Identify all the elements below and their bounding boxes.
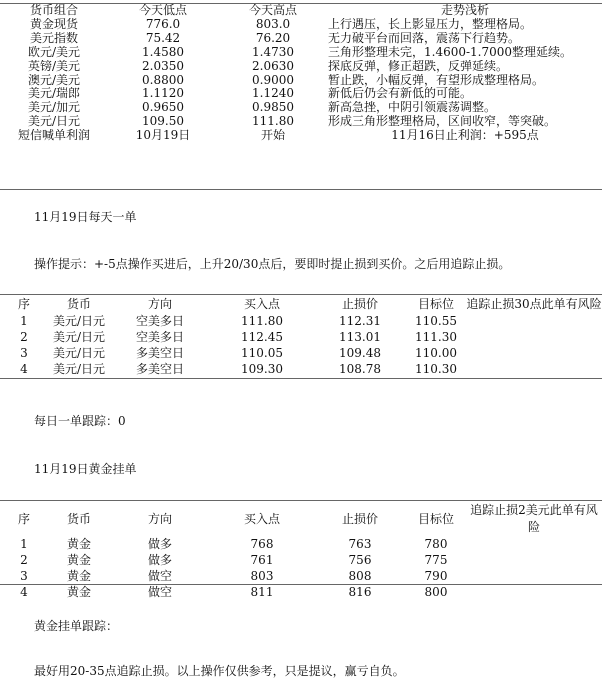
market-cell-analysis: 11月16日止利润：+595点: [391, 129, 539, 143]
market-cell-analysis: 三角形整理未完，1.4600-1.7000整理延续。: [328, 45, 573, 59]
gold-cell-entry: 803: [250, 569, 274, 583]
gold-cell-currency: 黄金: [66, 569, 91, 583]
market-cell-analysis: 新低后仍会有新低的可能。: [328, 87, 473, 101]
header-direction: 方向: [147, 511, 172, 526]
gold-cell-entry: 811: [250, 585, 274, 599]
market-cell-pair: 美元/瑞郎: [27, 87, 81, 101]
market-cell-low: 1.4580: [142, 45, 184, 59]
market-cell-high: 2.0630: [252, 59, 294, 73]
daily-risk-note: 追踪止损30点此单有风险: [466, 297, 602, 311]
gold-cell-entry: 768: [250, 537, 274, 551]
market-row: [0, 46, 602, 60]
market-cell-high: 803.0: [255, 17, 291, 31]
market-row: [0, 115, 602, 129]
header-currency: 货币: [66, 511, 91, 526]
gold-cell-stop: 808: [348, 569, 372, 583]
daily-title: 11月19日每天一单: [34, 210, 137, 224]
daily-cell-stop: 112.31: [339, 314, 381, 328]
daily-tip: 操作提示：+-5点操作买进后，上升20/30点后，要即时提止损到买价。之后用追踪止损。: [34, 257, 511, 271]
market-cell-analysis: 探底反弹，修正超跌，反弹延续。: [328, 59, 509, 73]
daily-cell-entry: 111.80: [241, 314, 283, 328]
market-cell-pair: 美元指数: [29, 31, 78, 45]
gold-cell-seq: 2: [20, 553, 28, 567]
gold-trade-row: [0, 568, 602, 584]
daily-cell-seq: 3: [20, 346, 28, 360]
gold-cell-currency: 黄金: [66, 537, 91, 551]
gold-title: 11月19日黄金挂单: [34, 462, 137, 476]
header-today-low: 今天低点: [138, 4, 187, 17]
daily-header-row: [0, 295, 602, 313]
daily-cell-seq: 1: [20, 314, 28, 328]
daily-cell-currency: 美元/日元: [52, 346, 106, 360]
daily-trade-row: [0, 345, 602, 361]
market-cell-high: 76.20: [255, 31, 291, 45]
market-cell-high: 开始: [260, 129, 285, 143]
market-cell-low: 10月19日: [135, 129, 191, 143]
gold-cell-target: 790: [424, 569, 448, 583]
daily-tracking: 每日一单跟踪：0: [34, 414, 126, 428]
gold-cell-direction: 做多: [147, 537, 172, 551]
market-cell-analysis: 形成三角形整理格局，区间收窄，等突破。: [328, 115, 557, 129]
daily-cell-direction: 多美空日: [135, 346, 184, 360]
daily-cell-target: 111.30: [415, 330, 457, 344]
market-cell-high: 1.1240: [252, 87, 294, 101]
market-cell-pair: 美元/加元: [27, 101, 81, 115]
market-row: [0, 129, 602, 143]
market-cell-low: 1.1120: [142, 87, 184, 101]
market-cell-high: 0.9850: [252, 101, 294, 115]
daily-cell-stop: 109.48: [339, 346, 381, 360]
header-direction: 方向: [147, 297, 172, 311]
daily-trade-table: [0, 295, 602, 377]
gold-cell-stop: 816: [348, 585, 372, 599]
gold-cell-direction: 做多: [147, 553, 172, 567]
header-seq: 序: [17, 297, 30, 311]
gold-header-row: [0, 501, 602, 536]
disclaimer: 最好用20-35点追踪止损。以上操作仅供参考，只是提议，赢亏自负。: [34, 664, 405, 678]
gold-cell-target: 775: [424, 553, 448, 567]
gold-cell-currency: 黄金: [66, 585, 91, 599]
daily-cell-entry: 112.45: [241, 330, 283, 344]
market-cell-high: 111.80: [252, 115, 294, 129]
header-currency-pair: 货币组合: [29, 4, 78, 17]
market-header-row: [0, 4, 602, 18]
market-row: [0, 18, 602, 32]
market-cell-high: 0.9000: [252, 73, 294, 87]
gold-cell-direction: 做空: [147, 585, 172, 599]
daily-cell-direction: 多美空日: [135, 362, 184, 376]
market-cell-pair: 美元/日元: [27, 115, 81, 129]
gold-cell-entry: 761: [250, 553, 274, 567]
daily-cell-entry: 110.05: [241, 346, 283, 360]
header-entry: 买入点: [243, 297, 280, 311]
daily-cell-entry: 109.30: [241, 362, 283, 376]
daily-cell-target: 110.30: [415, 362, 457, 376]
market-cell-pair: 欧元/美元: [27, 45, 81, 59]
gold-cell-target: 800: [424, 585, 448, 599]
market-cell-low: 75.42: [145, 31, 181, 45]
daily-cell-direction: 空美多日: [135, 314, 184, 328]
gold-trade-row: [0, 536, 602, 552]
daily-cell-stop: 108.78: [339, 362, 381, 376]
daily-trade-row: [0, 313, 602, 329]
market-cell-analysis: 上行遇压，长上影显压力，整理格局。: [328, 17, 533, 31]
market-cell-low: 776.0: [145, 17, 181, 31]
gold-risk-note: 追踪止损2美元此单有风险: [470, 503, 598, 534]
daily-trade-row: [0, 329, 602, 345]
header-stop: 止损价: [341, 297, 378, 311]
daily-cell-seq: 4: [20, 362, 28, 376]
gold-cell-stop: 756: [348, 553, 372, 567]
market-row: [0, 74, 602, 88]
gold-cell-target: 780: [424, 537, 448, 551]
daily-bottom-rule: [0, 378, 602, 379]
gold-cell-direction: 做空: [147, 569, 172, 583]
daily-cell-stop: 113.01: [339, 330, 381, 344]
header-stop: 止损价: [341, 511, 378, 526]
gold-tracking: 黄金挂单跟踪：: [34, 619, 119, 633]
daily-cell-target: 110.00: [415, 346, 457, 360]
market-cell-low: 2.0350: [142, 59, 184, 73]
gold-cell-seq: 4: [20, 585, 28, 599]
market-row: [0, 101, 602, 115]
market-cell-pair: 澳元/美元: [27, 73, 81, 87]
market-cell-low: 0.9650: [142, 101, 184, 115]
market-cell-pair: 黄金现货: [29, 17, 78, 31]
market-cell-low: 0.8800: [142, 73, 184, 87]
gold-cell-seq: 1: [20, 537, 28, 551]
gold-trade-row: [0, 552, 602, 568]
market-row: [0, 60, 602, 74]
header-trend-analysis: 走势浅析: [440, 4, 489, 17]
header-today-high: 今天高点: [248, 4, 297, 17]
header-target: 目标位: [417, 297, 454, 311]
market-cell-pair: 英镑/美元: [27, 59, 81, 73]
header-currency: 货币: [66, 297, 91, 311]
market-table: [0, 4, 602, 143]
market-cell-analysis: 新高急挫，中阴引领震荡调整。: [328, 101, 497, 115]
market-cell-pair: 短信喊单利润: [17, 129, 90, 143]
market-cell-analysis: 暂止跌，小幅反弹，有望形成整理格局。: [328, 73, 545, 87]
market-cell-low: 109.50: [142, 115, 184, 129]
daily-cell-direction: 空美多日: [135, 330, 184, 344]
market-bottom-rule: [0, 189, 602, 190]
daily-cell-currency: 美元/日元: [52, 362, 106, 376]
daily-cell-target: 110.55: [415, 314, 457, 328]
gold-cell-stop: 763: [348, 537, 372, 551]
header-entry: 买入点: [243, 511, 280, 526]
gold-trade-table: [0, 501, 602, 600]
header-seq: 序: [17, 511, 30, 526]
market-row: [0, 32, 602, 46]
gold-cell-currency: 黄金: [66, 553, 91, 567]
gold-bottom-rule: [0, 584, 602, 585]
daily-cell-currency: 美元/日元: [52, 330, 106, 344]
gold-trade-row: [0, 584, 602, 600]
market-cell-high: 1.4730: [252, 45, 294, 59]
header-target: 目标位: [417, 511, 454, 526]
daily-cell-seq: 2: [20, 330, 28, 344]
gold-cell-seq: 3: [20, 569, 28, 583]
daily-trade-row: [0, 361, 602, 377]
market-cell-analysis: 无力破平台而回落，震荡下行趋势。: [328, 31, 521, 45]
market-row: [0, 87, 602, 101]
daily-cell-currency: 美元/日元: [52, 314, 106, 328]
